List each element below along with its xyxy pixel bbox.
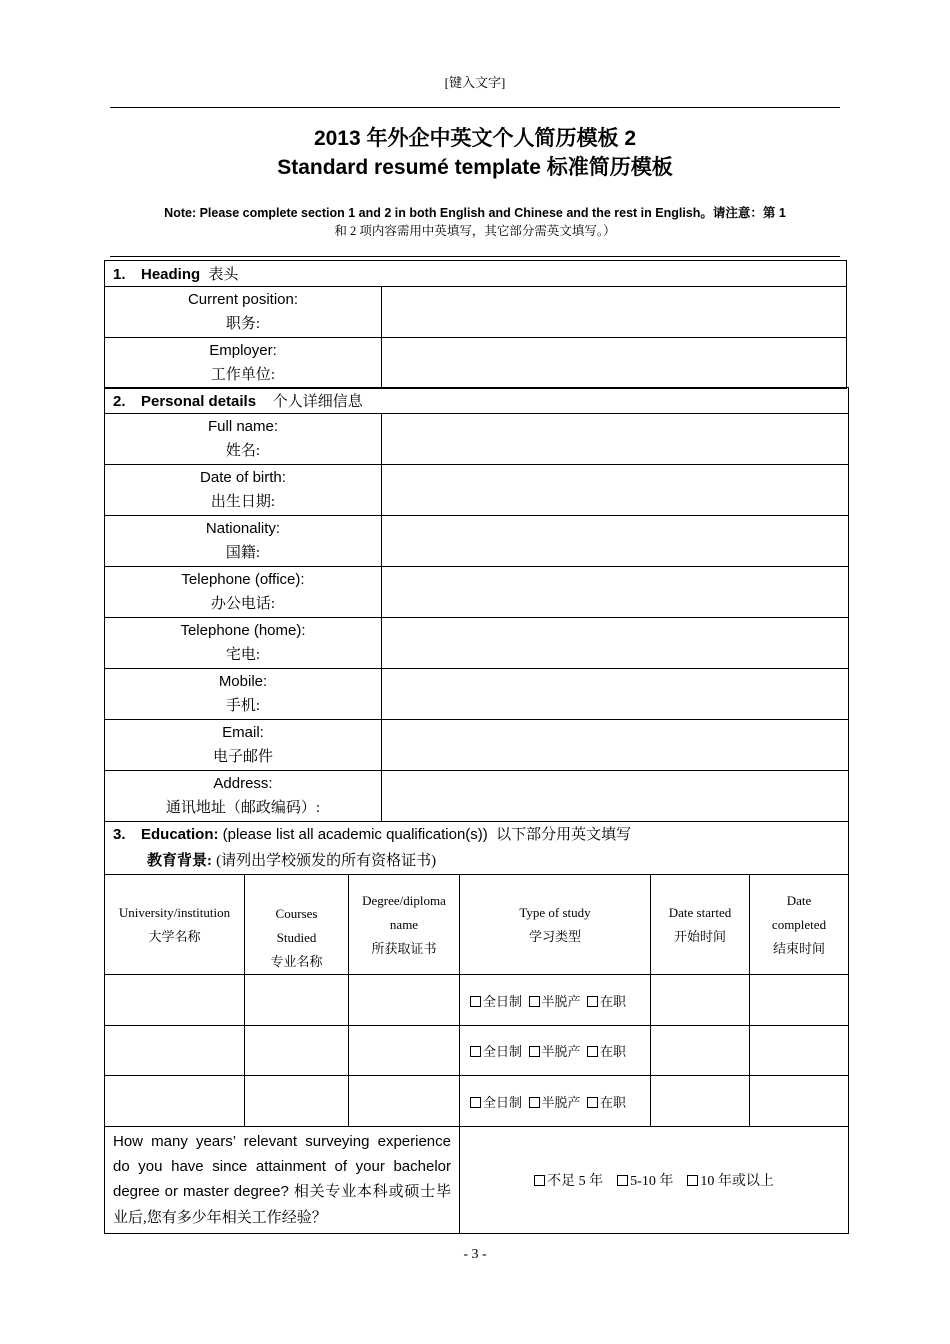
field-label: Telephone (home): 宅电: [105, 618, 382, 669]
document-title: 2013 年外企中英文个人简历模板 2 [313, 127, 637, 150]
checkbox-part-time[interactable]: 半脱产 [529, 1044, 581, 1059]
field-label: Employer: 工作单位: [105, 338, 382, 389]
note-line-2: 和 2 项内容需用中英填写，其它部分需英文填写。） [334, 224, 616, 238]
email-input[interactable] [382, 720, 849, 771]
university-cell[interactable] [105, 1076, 245, 1127]
degree-cell[interactable] [349, 975, 460, 1026]
field-label: Mobile: 手机: [105, 669, 382, 720]
study-type-options [460, 1076, 651, 1127]
field-label: Address: 通讯地址（邮政编码）: [105, 771, 382, 822]
employer-input[interactable] [382, 338, 847, 389]
note-rule [110, 256, 840, 257]
date-started-cell[interactable] [651, 975, 750, 1026]
courses-cell[interactable] [245, 975, 349, 1026]
header-rule [110, 107, 840, 108]
checkbox-over-10-years[interactable]: 10 年或以上 [687, 1174, 774, 1189]
checkbox-on-job[interactable]: 在职 [587, 1095, 626, 1110]
page-number: - 3 - [463, 1247, 487, 1262]
experience-options [460, 1127, 849, 1234]
document-subtitle: Standard resumé template 标准简历模板 [277, 156, 673, 179]
checkbox-part-time[interactable]: 半脱产 [529, 1095, 581, 1110]
checkbox-on-job[interactable]: 在职 [587, 994, 626, 1009]
checkbox-full-time[interactable]: 全日制 [470, 994, 522, 1009]
university-cell[interactable] [105, 1026, 245, 1076]
mobile-input[interactable] [382, 669, 849, 720]
degree-cell[interactable] [349, 1026, 460, 1076]
courses-cell[interactable] [245, 1026, 349, 1076]
study-type-options [460, 1026, 651, 1076]
telephone-home-input[interactable] [382, 618, 849, 669]
col-date-started: Date started 开始时间 [651, 875, 750, 975]
full-name-input[interactable] [382, 414, 849, 465]
checkbox-full-time[interactable]: 全日制 [470, 1095, 522, 1110]
date-started-cell[interactable] [651, 1076, 750, 1127]
page-header: [键入文字] [444, 75, 506, 90]
checkbox-5-10-years[interactable]: 5-10 年 [617, 1174, 673, 1189]
personal-education-table [104, 387, 849, 1234]
col-university: University/institution 大学名称 [105, 875, 245, 975]
date-completed-cell[interactable] [750, 975, 849, 1026]
experience-question: How many years’ relevant surveying experience do you have since attainment of your bachelor degree or master degree? 相关专业本科或硕士毕业后,您有多少年相关工作经验？ [105, 1127, 460, 1234]
field-label: Full name: 姓名: [105, 414, 382, 465]
field-label: Current position: 职务: [105, 287, 382, 338]
field-label: Nationality: 国籍: [105, 516, 382, 567]
checkbox-full-time[interactable]: 全日制 [470, 1044, 522, 1059]
courses-cell[interactable] [245, 1076, 349, 1127]
university-cell[interactable] [105, 975, 245, 1026]
address-input[interactable] [382, 771, 849, 822]
telephone-office-input[interactable] [382, 567, 849, 618]
date-started-cell[interactable] [651, 1026, 750, 1076]
checkbox-under-5-years[interactable]: 不足 5 年 [534, 1174, 603, 1189]
nationality-input[interactable] [382, 516, 849, 567]
field-label: Date of birth: 出生日期: [105, 465, 382, 516]
col-type-of-study: Type of study 学习类型 [460, 875, 651, 975]
col-degree: Degree/diploma name 所获取证书 [349, 875, 460, 975]
study-type-options [460, 975, 651, 1026]
date-of-birth-input[interactable] [382, 465, 849, 516]
degree-cell[interactable] [349, 1076, 460, 1127]
note-line-1: Note: Please complete section 1 and 2 in both English and Chinese and the rest in English。请注意：第 1 [164, 206, 786, 220]
section-2-header: 2. Personal details 个人详细信息 [105, 388, 849, 414]
checkbox-on-job[interactable]: 在职 [587, 1044, 626, 1059]
field-label: Telephone (office): 办公电话: [105, 567, 382, 618]
date-completed-cell[interactable] [750, 1026, 849, 1076]
date-completed-cell[interactable] [750, 1076, 849, 1127]
checkbox-part-time[interactable]: 半脱产 [529, 994, 581, 1009]
section-3-header: 3. Education: (please list all academic qualification(s)) 以下部分用英文填写 教育背景: (请列出学校颁发的所有资格证书) [105, 822, 849, 875]
section-1-header: 1. Heading 表头 [105, 261, 847, 287]
col-date-completed: Date completed 结束时间 [750, 875, 849, 975]
col-courses: Courses Studied 专业名称 [245, 875, 349, 975]
current-position-input[interactable] [382, 287, 847, 338]
heading-table [104, 260, 847, 389]
field-label: Email: 电子邮件 [105, 720, 382, 771]
